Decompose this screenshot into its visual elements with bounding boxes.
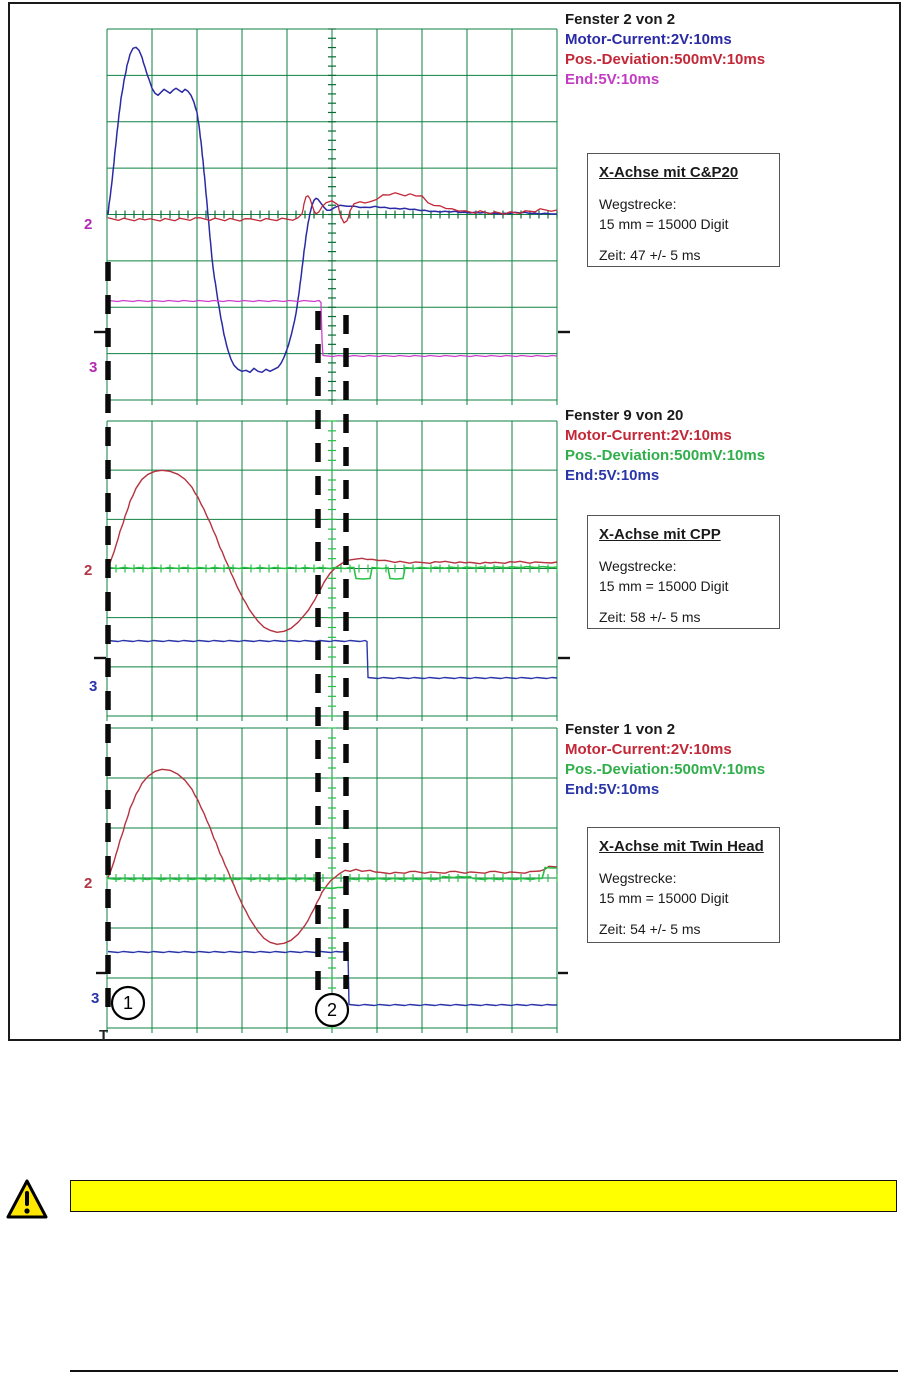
warning-triangle-icon xyxy=(5,1178,49,1222)
channel-label-2: 2 xyxy=(84,562,93,579)
measurement-box-twin-head xyxy=(587,827,780,943)
channel-label-2: 2 xyxy=(84,875,93,892)
legend-end: End:5V:10ms xyxy=(565,467,660,484)
legend-pos-deviation: Pos.-Deviation:500mV:10ms xyxy=(565,51,766,68)
legend-motor-current: Motor-Current:2V:10ms xyxy=(565,427,732,444)
zeit-value: Zeit: 54 +/- 5 ms xyxy=(599,921,701,937)
window-title: Fenster 1 von 2 xyxy=(565,721,676,738)
legend-motor-current: Motor-Current:2V:10ms xyxy=(565,741,732,758)
svg-text:1: 1 xyxy=(122,993,134,1013)
measurement-box-title: X-Achse mit CPP xyxy=(599,526,721,543)
scope-legend-window-9of20 xyxy=(565,406,765,486)
svg-text:2: 2 xyxy=(326,1000,338,1020)
wegstrecke-label: Wegstrecke: xyxy=(599,196,677,212)
legend-motor-current: Motor-Current:2V:10ms xyxy=(565,31,732,48)
zeit-value: Zeit: 47 +/- 5 ms xyxy=(599,247,701,263)
scope-grid-3 xyxy=(107,728,557,1033)
legend-end: End:5V:10ms xyxy=(565,71,660,88)
channel-label-2: 2 xyxy=(84,216,93,233)
window-title: Fenster 2 von 2 xyxy=(565,11,676,28)
channel-label-3: 3 xyxy=(89,359,98,376)
legend-pos-deviation: Pos.-Deviation:500mV:10ms xyxy=(565,447,766,464)
window-title: Fenster 9 von 20 xyxy=(565,407,684,424)
channel-label-T: T xyxy=(99,1027,109,1044)
wegstrecke-value: 15 mm = 15000 Digit xyxy=(599,216,729,232)
measurement-box-cp20 xyxy=(587,153,780,267)
highlight-bar xyxy=(70,1180,897,1212)
wegstrecke-value: 15 mm = 15000 Digit xyxy=(599,578,729,594)
scope-legend-window-2of2 xyxy=(565,10,765,90)
channel-label-3: 3 xyxy=(91,990,100,1007)
zeit-value: Zeit: 58 +/- 5 ms xyxy=(599,609,701,625)
wegstrecke-label: Wegstrecke: xyxy=(599,558,677,574)
legend-end: End:5V:10ms xyxy=(565,781,660,798)
measurement-box-cpp xyxy=(587,515,780,629)
measurement-box-title: X-Achse mit Twin Head xyxy=(599,838,764,855)
callout-circle-2 xyxy=(316,994,348,1026)
footer-rule xyxy=(70,1370,898,1372)
channel-label-3: 3 xyxy=(89,678,98,695)
wegstrecke-value: 15 mm = 15000 Digit xyxy=(599,890,729,906)
wegstrecke-label: Wegstrecke: xyxy=(599,870,677,886)
callout-circle-1 xyxy=(112,987,144,1019)
scope-legend-window-1of2 xyxy=(565,720,765,800)
legend-pos-deviation: Pos.-Deviation:500mV:10ms xyxy=(565,761,766,778)
scope-grid-1 xyxy=(107,29,557,405)
measurement-box-title: X-Achse mit C&P20 xyxy=(599,164,739,181)
